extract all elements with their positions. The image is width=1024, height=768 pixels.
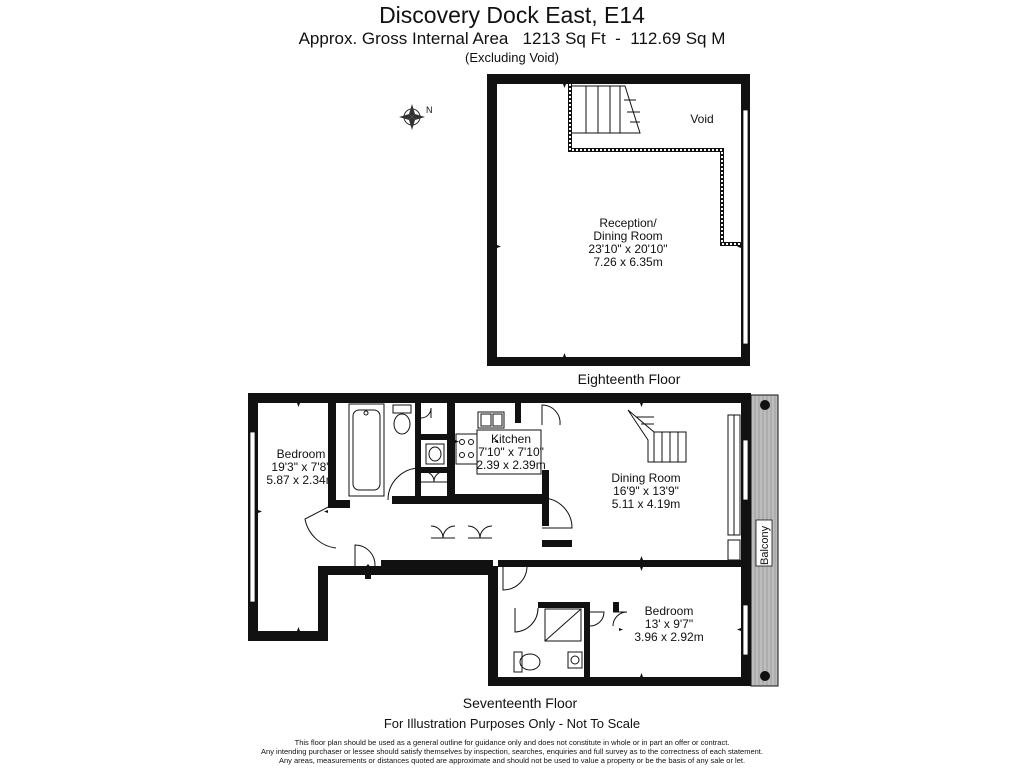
bedroom1-imperial: 19'3" x 7'8" <box>271 460 331 474</box>
disclaimer-line-2: Any intending purchaser or lessee should satisfy themselves by inspection, searches, enquiries and full survey as to the correctness of each statement. <box>261 747 763 756</box>
ensuite-fixtures <box>514 609 582 672</box>
reception-name-line1: Reception/ <box>599 216 657 230</box>
kitchen-name: Kitchen <box>490 432 532 446</box>
area-note: (Excluding Void) <box>465 50 559 65</box>
illustration-note: For Illustration Purposes Only - Not To Scale <box>383 716 641 731</box>
bedroom2-name: Bedroom <box>644 604 694 618</box>
plan-title: Discovery Dock East, E14 <box>379 2 645 28</box>
bedroom2-metric: 3.96 x 2.92m <box>634 630 704 644</box>
balcony-label: Balcony <box>759 525 771 565</box>
dining-imperial: 16'9" x 13'9" <box>613 484 679 498</box>
stairs-lower <box>628 410 686 462</box>
balcony-doors <box>728 415 740 560</box>
bedroom1-metric: 5.87 x 2.34m <box>266 473 336 487</box>
reception-name-line2: Dining Room <box>593 229 663 243</box>
bathtub <box>349 404 384 496</box>
eighteenth-floor-label: Eighteenth Floor <box>577 371 681 387</box>
reception-metric: 7.26 x 6.35m <box>593 255 663 269</box>
kitchen-metric: 2.39 x 2.39m <box>476 458 546 472</box>
disclaimer-line-1: This floor plan should be used as a general outline for guidance only and does not constitute in whole or in part an offer or contract. <box>294 738 730 747</box>
basin-upper <box>426 444 444 464</box>
disclaimer-line-3: Any areas, measurements or distances quoted are approximate and should not be used to value a property or be the basis of any sale or let. <box>278 756 746 765</box>
dining-metric: 5.11 x 4.19m <box>611 497 681 511</box>
bedroom1-name: Bedroom <box>276 447 326 461</box>
dining-name: Dining Room <box>611 471 681 485</box>
compass-north-label: N <box>426 105 433 115</box>
seventeenth-floor-label: Seventeenth Floor <box>462 695 578 711</box>
void-label: Void <box>690 112 714 126</box>
reception-imperial: 23'10" x 20'10" <box>588 242 668 256</box>
kitchen-imperial: 7'10" x 7'10" <box>478 445 544 459</box>
seventeenth-floor-plan <box>248 393 778 711</box>
toilet-upper <box>393 405 411 434</box>
stairs-upper <box>572 86 640 133</box>
balcony <box>751 395 778 686</box>
gross-internal-area: Approx. Gross Internal Area 1213 Sq Ft - 112.69 Sq M <box>298 29 726 48</box>
eighteenth-floor-plan <box>487 74 750 387</box>
compass-icon <box>399 104 433 130</box>
bedroom2-imperial: 13' x 9'7" <box>644 617 694 631</box>
